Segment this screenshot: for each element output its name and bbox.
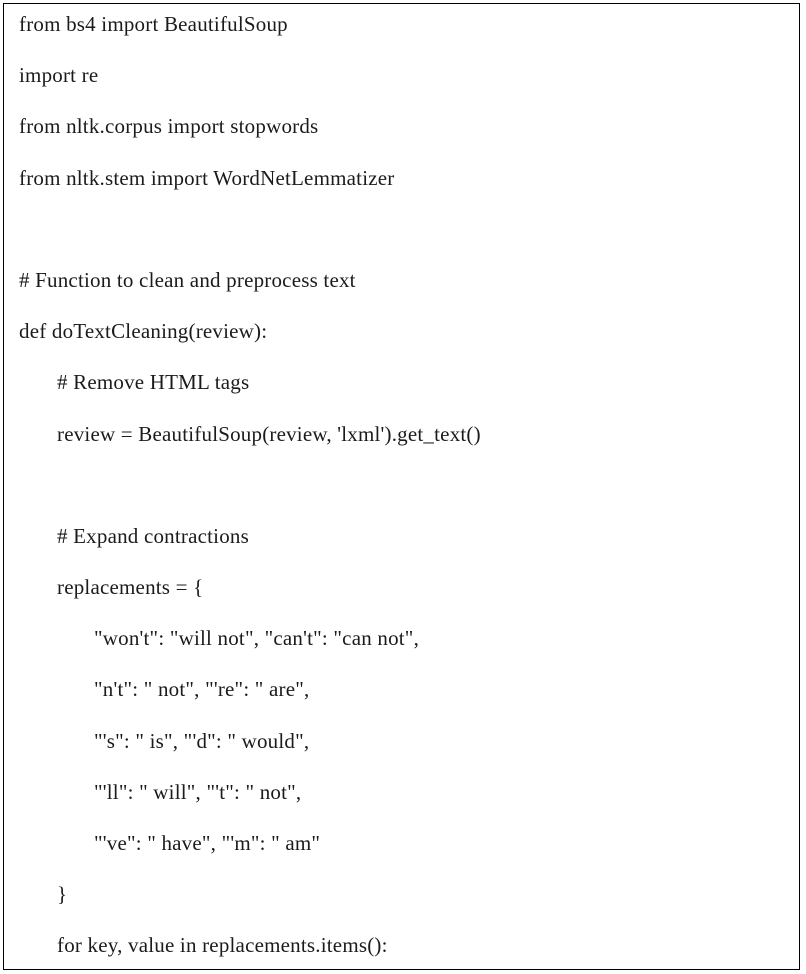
code-line: review = BeautifulSoup(review, 'lxml').get_text() [57, 421, 481, 446]
code-line-blank [4, 204, 799, 255]
code-line: from nltk.corpus import stopwords [19, 114, 319, 139]
code-line: import re [19, 63, 99, 88]
code-line-blank [4, 460, 799, 511]
document-page [3, 3, 800, 970]
code-line: from nltk.stem import WordNetLemmatizer [19, 165, 395, 190]
code-line: "'s": " is", "'d": " would", [94, 728, 310, 753]
code-line: "n't": " not", "'re": " are", [94, 677, 310, 702]
code-line: # Remove HTML tags [57, 370, 250, 395]
code-listing [4, 3, 799, 970]
code-line: def doTextCleaning(review): [19, 319, 268, 344]
code-line: from bs4 import BeautifulSoup [19, 12, 288, 36]
code-line: for key, value in replacements.items(): [57, 933, 388, 958]
code-line: # Function to clean and preprocess text [19, 267, 356, 292]
code-line: # Expand contractions [57, 523, 249, 548]
code-line: replacements = { [57, 575, 204, 600]
code-line: "won't": "will not", "can't": "can not", [94, 626, 420, 651]
code-line: "'ll": " will", "'t": " not", [94, 779, 302, 804]
code-line: "'ve": " have", "'m": " am" [94, 831, 321, 855]
code-line: } [57, 882, 68, 907]
